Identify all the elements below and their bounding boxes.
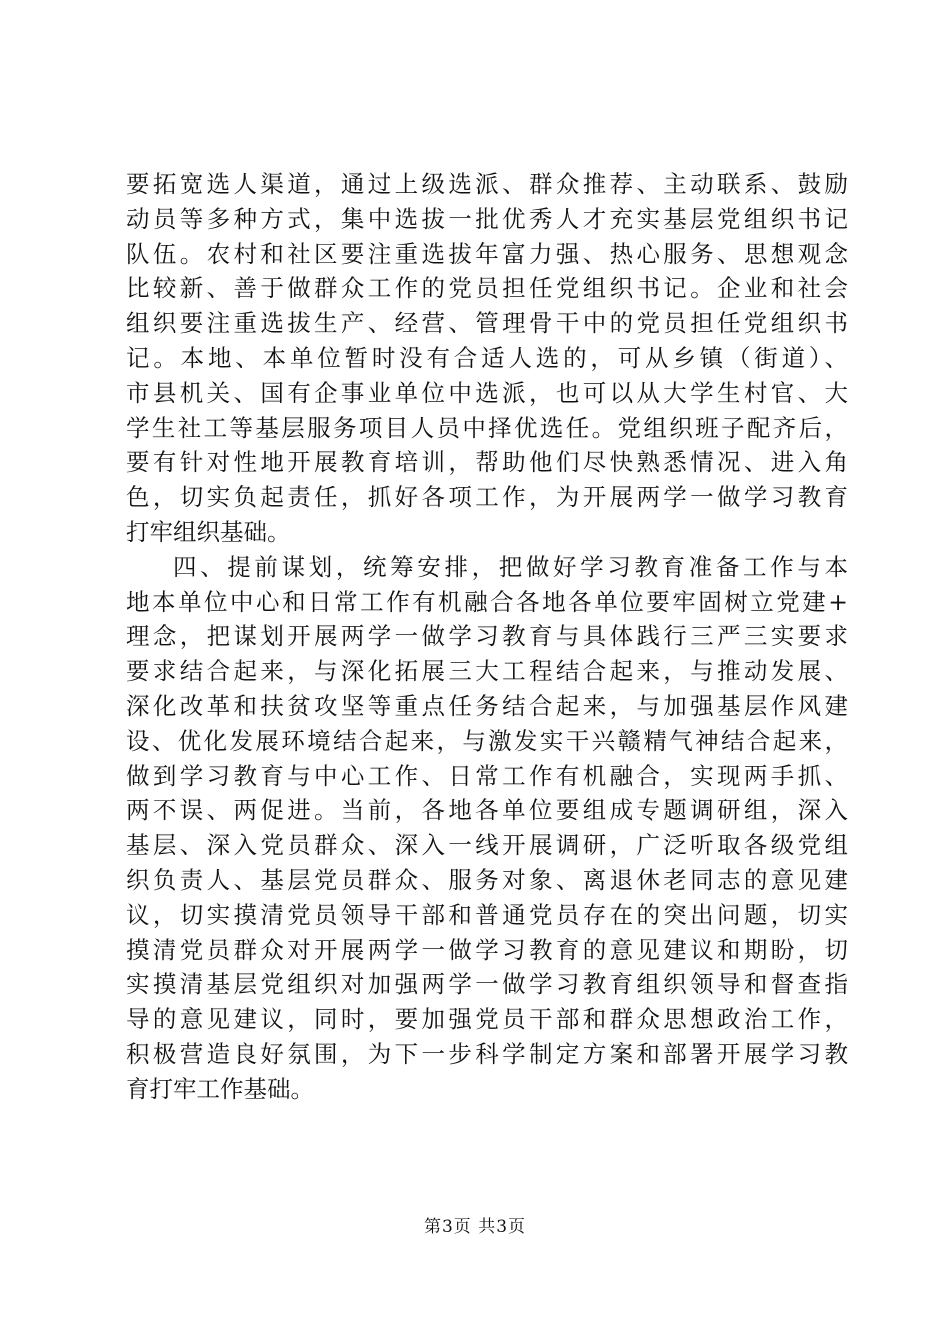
text-line: 织负责人、基层党员群众、服务对象、离退休老同志的意见建 <box>126 865 848 894</box>
text-line: 育打牢工作基础。 <box>126 1074 314 1103</box>
text-line: 议，切实摸清党员领导干部和普通党员存在的突出问题，切实 <box>126 900 848 929</box>
document-body <box>126 167 848 1107</box>
text-line: 理念，把谋划开展两学一做学习教育与具体践行三严三实要求 <box>126 622 848 651</box>
text-line: 摸清党员群众对开展两学一做学习教育的意见建议和期盼，切 <box>126 935 848 964</box>
text-line: 动员等多种方式，集中选拔一批优秀人才充实基层党组织书记 <box>126 204 848 233</box>
text-line: 基层、深入党员群众、深入一线开展调研，广泛听取各级党组 <box>126 831 848 860</box>
text-line: 导的意见建议，同时，要加强党员干部和群众思想政治工作， <box>126 1005 848 1034</box>
text-line: 实摸清基层党组织对加强两学一做学习教育组织领导和督查指 <box>126 970 848 999</box>
text-line: 色，切实负起责任，抓好各项工作，为开展两学一做学习教育 <box>126 483 848 512</box>
text-line: 积极营造良好氛围，为下一步科学制定方案和部署开展学习教 <box>126 1039 848 1068</box>
text-line: 地本单位中心和日常工作有机融合各地各单位要牢固树立党建+ <box>126 587 848 616</box>
text-line: 设、优化发展环境结合起来，与激发实干兴赣精气神结合起来， <box>126 726 848 755</box>
text-line: 队伍。农村和社区要注重选拔年富力强、热心服务、思想观念 <box>126 239 848 268</box>
paragraph-start-line: 四、提前谋划，统筹安排，把做好学习教育准备工作与本 <box>173 552 848 581</box>
text-line: 打牢组织基础。 <box>126 517 291 546</box>
text-line: 市县机关、国有企事业单位中选派，也可以从大学生村官、大 <box>126 378 848 407</box>
text-line: 要求结合起来，与深化拓展三大工程结合起来，与推动发展、 <box>126 657 848 686</box>
text-line: 组织要注重选拔生产、经营、管理骨干中的党员担任党组织书 <box>126 309 848 338</box>
text-line: 学生社工等基层服务项目人员中择优选任。党组织班子配齐后， <box>126 413 848 442</box>
text-line: 两不误、两促进。当前，各地各单位要组成专题调研组，深入 <box>126 796 848 825</box>
text-line: 做到学习教育与中心工作、日常工作有机融合，实现两手抓、 <box>126 761 848 790</box>
text-line: 要拓宽选人渠道，通过上级选派、群众推荐、主动联系、鼓励 <box>126 170 848 198</box>
text-line: 记。本地、本单位暂时没有合适人选的，可从乡镇（街道）、 <box>126 343 848 372</box>
text-line: 要有针对性地开展教育培训，帮助他们尽快熟悉情况、进入角 <box>126 448 848 477</box>
page-number-footer: 第3页 共3页 <box>423 1217 527 1237</box>
text-line: 比较新、善于做群众工作的党员担任党组织书记。企业和社会 <box>126 274 848 303</box>
text-line: 深化改革和扶贫攻坚等重点任务结合起来，与加强基层作风建 <box>126 691 848 720</box>
